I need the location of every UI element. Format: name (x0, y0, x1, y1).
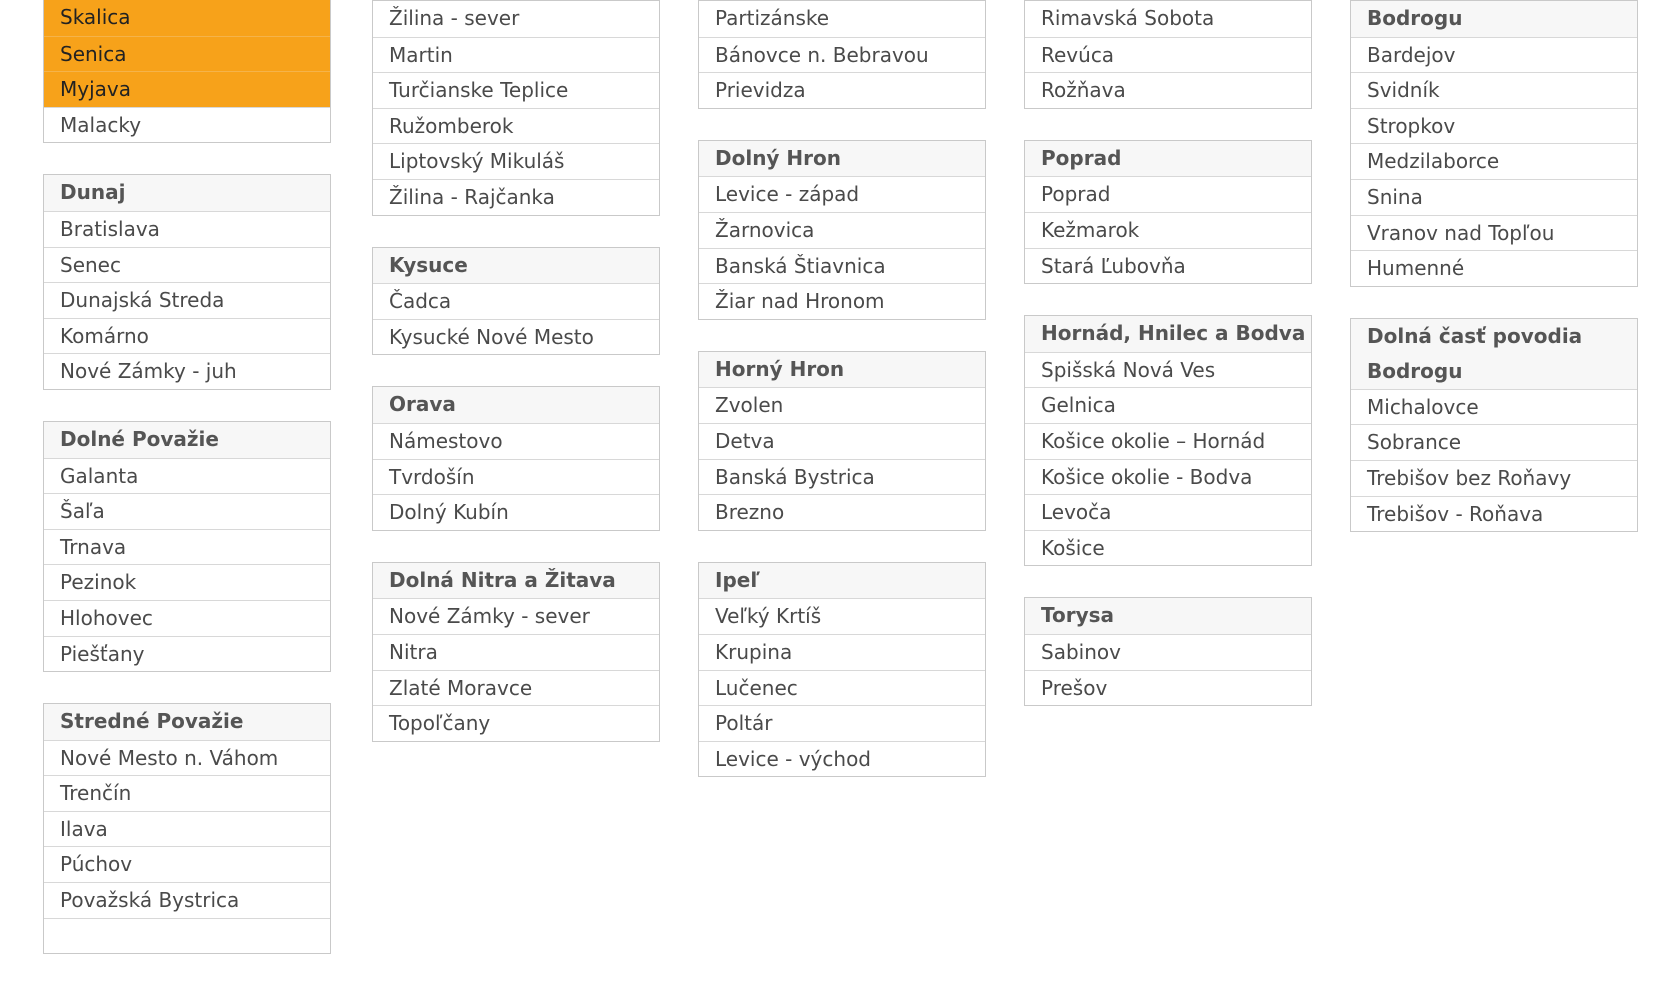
region-item-vranov-nad-toplou[interactable]: Vranov nad Topľou (1351, 215, 1637, 251)
region-group (372, 562, 660, 742)
region-item-prievidza[interactable]: Prievidza (699, 72, 985, 108)
region-item-tvrdosin[interactable]: Tvrdošín (373, 459, 659, 495)
region-item-medzilaborce[interactable]: Medzilaborce (1351, 143, 1637, 179)
region-item-trebisov-bez-ronavy[interactable]: Trebišov bez Roňavy (1351, 460, 1637, 496)
region-item-martin[interactable]: Martin (373, 37, 659, 73)
region-column (43, 0, 331, 985)
region-group (1350, 0, 1638, 287)
region-item-svidnik[interactable]: Svidník (1351, 72, 1637, 108)
region-item-galanta[interactable]: Galanta (44, 458, 330, 494)
region-item-komarno[interactable]: Komárno (44, 318, 330, 354)
region-item-spisska-nova-ves[interactable]: Spišská Nová Ves (1025, 352, 1311, 388)
region-item-kosice-okolie-hornad[interactable]: Košice okolie – Hornád (1025, 423, 1311, 459)
region-item-michalovce[interactable]: Michalovce (1351, 389, 1637, 425)
region-item-partizanske[interactable]: Partizánske (715, 6, 830, 30)
region-item-poltar[interactable]: Poltár (699, 705, 985, 741)
region-item-krupina[interactable]: Krupina (699, 634, 985, 670)
group-header: Horný Hron (699, 352, 985, 388)
region-item-empty[interactable] (44, 918, 330, 954)
region-item-banovce-n-bebravou[interactable]: Bánovce n. Bebravou (699, 37, 985, 73)
region-column (1350, 0, 1638, 563)
region-item-lucenec[interactable]: Lučenec (699, 670, 985, 706)
region-item-stara-lubovna[interactable]: Stará Ľubovňa (1025, 248, 1311, 284)
region-item-zarnovica[interactable]: Žarnovica (699, 212, 985, 248)
region-group (1024, 597, 1312, 706)
region-group (1024, 0, 1312, 109)
region-item-myjava[interactable]: Myjava (44, 71, 330, 107)
region-column (372, 0, 660, 773)
region-item-humenne[interactable]: Humenné (1351, 250, 1637, 286)
group-header: Dolné Považie (44, 422, 330, 458)
region-item-zilina-sever[interactable]: Žilina - sever (389, 6, 520, 30)
region-item-banska-stiavnica[interactable]: Banská Štiavnica (699, 248, 985, 284)
region-item-ilava[interactable]: Ilava (44, 811, 330, 847)
region-item-nitra[interactable]: Nitra (373, 634, 659, 670)
region-item-kysucke-nove-mesto[interactable]: Kysucké Nové Mesto (373, 319, 659, 355)
region-item-presov[interactable]: Prešov (1025, 670, 1311, 706)
region-group (43, 174, 331, 390)
region-item-topolcany[interactable]: Topoľčany (373, 705, 659, 741)
region-group (1024, 315, 1312, 566)
region-item-levoca[interactable]: Levoča (1025, 494, 1311, 530)
region-item-sala[interactable]: Šaľa (44, 493, 330, 529)
region-item-cadca[interactable]: Čadca (373, 283, 659, 319)
region-group (698, 351, 986, 531)
region-item-sobrance[interactable]: Sobrance (1351, 424, 1637, 460)
region-item-povazska-bystrica[interactable]: Považská Bystrica (44, 882, 330, 918)
region-item-levice-vychod[interactable]: Levice - východ (699, 741, 985, 777)
region-item-banska-bystrica[interactable]: Banská Bystrica (699, 459, 985, 495)
region-item-kosice[interactable]: Košice (1025, 530, 1311, 566)
region-item-trencin[interactable]: Trenčín (44, 775, 330, 811)
region-item-poprad[interactable]: Poprad (1025, 176, 1311, 212)
region-item-stropkov[interactable]: Stropkov (1351, 108, 1637, 144)
region-item-levice-zapad[interactable]: Levice - západ (699, 176, 985, 212)
region-group (698, 140, 986, 320)
region-item-brezno[interactable]: Brezno (699, 494, 985, 530)
region-item-ruzomberok[interactable]: Ružomberok (373, 108, 659, 144)
group-header: Poprad (1025, 141, 1311, 177)
region-item-pezinok[interactable]: Pezinok (44, 564, 330, 600)
region-item-zilina-rajcanka[interactable]: Žilina - Rajčanka (373, 179, 659, 215)
region-item-kosice-okolie-bodva[interactable]: Košice okolie - Bodva (1025, 459, 1311, 495)
group-header: Kysuce (373, 248, 659, 284)
region-item-piestany[interactable]: Piešťany (44, 636, 330, 672)
region-item-hlohovec[interactable]: Hlohovec (44, 600, 330, 636)
region-item-roznava[interactable]: Rožňava (1025, 72, 1311, 108)
region-item-liptovsky-mikulas[interactable]: Liptovský Mikuláš (373, 143, 659, 179)
region-item-bratislava[interactable]: Bratislava (44, 211, 330, 247)
region-group (372, 386, 660, 530)
region-item-kezmarok[interactable]: Kežmarok (1025, 212, 1311, 248)
region-group (698, 562, 986, 778)
region-item-nove-mesto-n-vahom[interactable]: Nové Mesto n. Váhom (44, 740, 330, 776)
region-item-dunajska-streda[interactable]: Dunajská Streda (44, 282, 330, 318)
region-item-turcianske-teplice[interactable]: Turčianske Teplice (373, 72, 659, 108)
region-item-namestovo[interactable]: Námestovo (373, 423, 659, 459)
region-item-trnava[interactable]: Trnava (44, 529, 330, 565)
region-group (43, 421, 331, 672)
region-group (43, 703, 331, 954)
region-item-bardejov[interactable]: Bardejov (1351, 37, 1637, 73)
group-header: Dolný Hron (699, 141, 985, 177)
region-item-snina[interactable]: Snina (1351, 179, 1637, 215)
region-group (43, 0, 331, 143)
region-column (1024, 0, 1312, 737)
region-item-nove-zamky-juh[interactable]: Nové Zámky - juh (44, 353, 330, 389)
region-group (372, 0, 660, 216)
region-item-revuca[interactable]: Revúca (1025, 37, 1311, 73)
group-header: Stredné Považie (44, 704, 330, 740)
region-item-gelnica[interactable]: Gelnica (1025, 387, 1311, 423)
region-item-rimavska-sobota[interactable]: Rimavská Sobota (1041, 6, 1215, 30)
group-header: Bodrogu (1351, 1, 1637, 37)
group-header: Ipeľ (699, 563, 985, 599)
region-group (372, 247, 660, 356)
region-item-zlate-moravce[interactable]: Zlaté Moravce (373, 670, 659, 706)
region-item-puchov[interactable]: Púchov (44, 846, 330, 882)
region-column (698, 0, 986, 808)
region-item-sabinov[interactable]: Sabinov (1025, 634, 1311, 670)
region-item-malacky[interactable]: Malacky (44, 107, 330, 143)
region-item-skalica[interactable]: Skalica (44, 0, 330, 36)
group-header: Hornád, Hnilec a Bodva (1025, 316, 1311, 352)
region-group (1024, 140, 1312, 284)
region-group (1350, 318, 1638, 532)
group-header: Orava (373, 387, 659, 423)
region-item-zvolen[interactable]: Zvolen (699, 387, 985, 423)
region-item-ziar-nad-hronom[interactable]: Žiar nad Hronom (699, 283, 985, 319)
region-item-senica[interactable]: Senica (44, 36, 330, 72)
region-item-senec[interactable]: Senec (44, 247, 330, 283)
group-header: Dolná Nitra a Žitava (373, 563, 659, 599)
region-item-velky-krtis[interactable]: Veľký Krtíš (699, 598, 985, 634)
region-item-trebisov-ronava[interactable]: Trebišov - Roňava (1351, 496, 1637, 532)
group-header: Dolná časť povodia Bodrogu (1351, 319, 1637, 389)
group-header: Torysa (1025, 598, 1311, 634)
region-item-dolny-kubin[interactable]: Dolný Kubín (373, 494, 659, 530)
region-item-detva[interactable]: Detva (699, 423, 985, 459)
region-item-nove-zamky-sever[interactable]: Nové Zámky - sever (373, 598, 659, 634)
region-group (698, 0, 986, 109)
group-header: Dunaj (44, 175, 330, 211)
